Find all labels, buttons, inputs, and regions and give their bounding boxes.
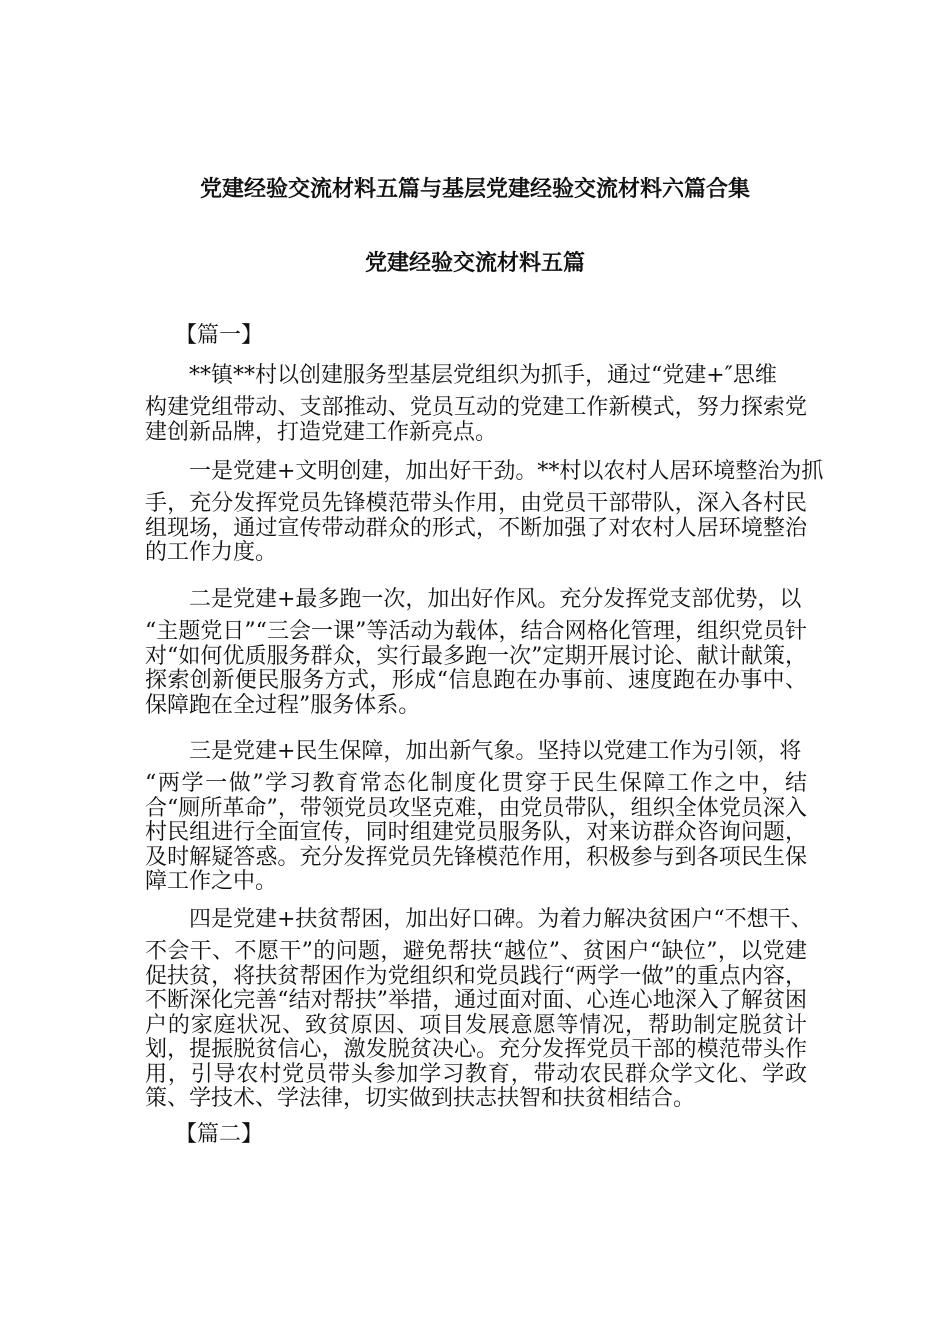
paragraph-body: “主题党日”“三会一课”等活动为载体，结合网格化管理，组织党员针对“如何优质服务群众，实行最多跑一次”定期开展讨论、献计献策，探索创新便民服务方式，形成“信息跑在办事前、速度跑在办事中、保障跑在全过程”服务体系。	[145, 619, 807, 718]
paragraph-first-line: **镇**村以创建服务型基层党组织为抓手，通过“党建+″思维	[189, 363, 777, 388]
paragraph-first-line: 一是党建+文明创建，加出好干劲。**村以农村人居环境整治为抓	[189, 459, 824, 484]
paragraph-point-4	[145, 904, 813, 1112]
document-subtitle: 党建经验交流材料五篇	[364, 250, 585, 276]
paragraph-point-2	[145, 584, 807, 718]
paragraph-body: 手，充分发挥党员先锋模范带头作用，由党员干部带队，深入各村民组现场，通过宣传带动群众的形式，不断加强了对农村人居环境整治的工作力度。	[145, 491, 807, 565]
paragraph-point-1	[145, 456, 824, 566]
document-title: 党建经验交流材料五篇与基层党建经验交流材料六篇合集	[199, 176, 750, 202]
paragraph-first-line: 三是党建+民生保障，加出新气象。坚持以党建工作为引领，将	[189, 739, 802, 764]
paragraph-point-3	[145, 736, 807, 895]
section-label-1: 【篇一】	[175, 323, 264, 348]
paragraph-first-line: 二是党建+最多跑一次，加出好作风。充分发挥党支部优势，以	[189, 587, 802, 612]
paragraph-first-line: 四是党建+扶贫帮困，加出好口碑。为着力解决贫困户“不想干、	[189, 907, 813, 932]
paragraph-body: “两学一做”学习教育常态化制度化贯穿于民生保障工作之中，结合“厕所革命”，带领党员攻坚克难，由党员带队，组织全体党员深入村民组进行全面宣传，同时组建党员服务队，对来访群众咨询问题，及时解疑答惑。充分发挥党员先锋模范作用，积极参与到各项民生保障工作之中。	[145, 771, 807, 894]
section-label-2: 【篇二】	[175, 1122, 264, 1147]
paragraph-intro	[145, 360, 807, 445]
paragraph-body: 不会干、不愿干”的问题，避免帮扶“越位”、贫困户“缺位”，以党建促扶贫，将扶贫帮困作为党组织和党员践行“两学一做”的重点内容，不断深化完善“结对帮扶”举措，通过面对面、心连心地深入了解贫困户的家庭状况、致贫原因、项目发展意愿等情况，帮助制定脱贫计划，提振脱贫信心，激发脱贫决心。充分发挥党员干部的模范带头作用，引导农村党员带头参加学习教育，带动农民群众学文化、学政策、学技术、学法律，切实做到扶志扶智和扶贫相结合。	[145, 939, 807, 1111]
paragraph-body: 构建党组带动、支部推动、党员互动的党建工作新模式，努力探索党建创新品牌，打造党建工作新亮点。	[145, 395, 807, 445]
